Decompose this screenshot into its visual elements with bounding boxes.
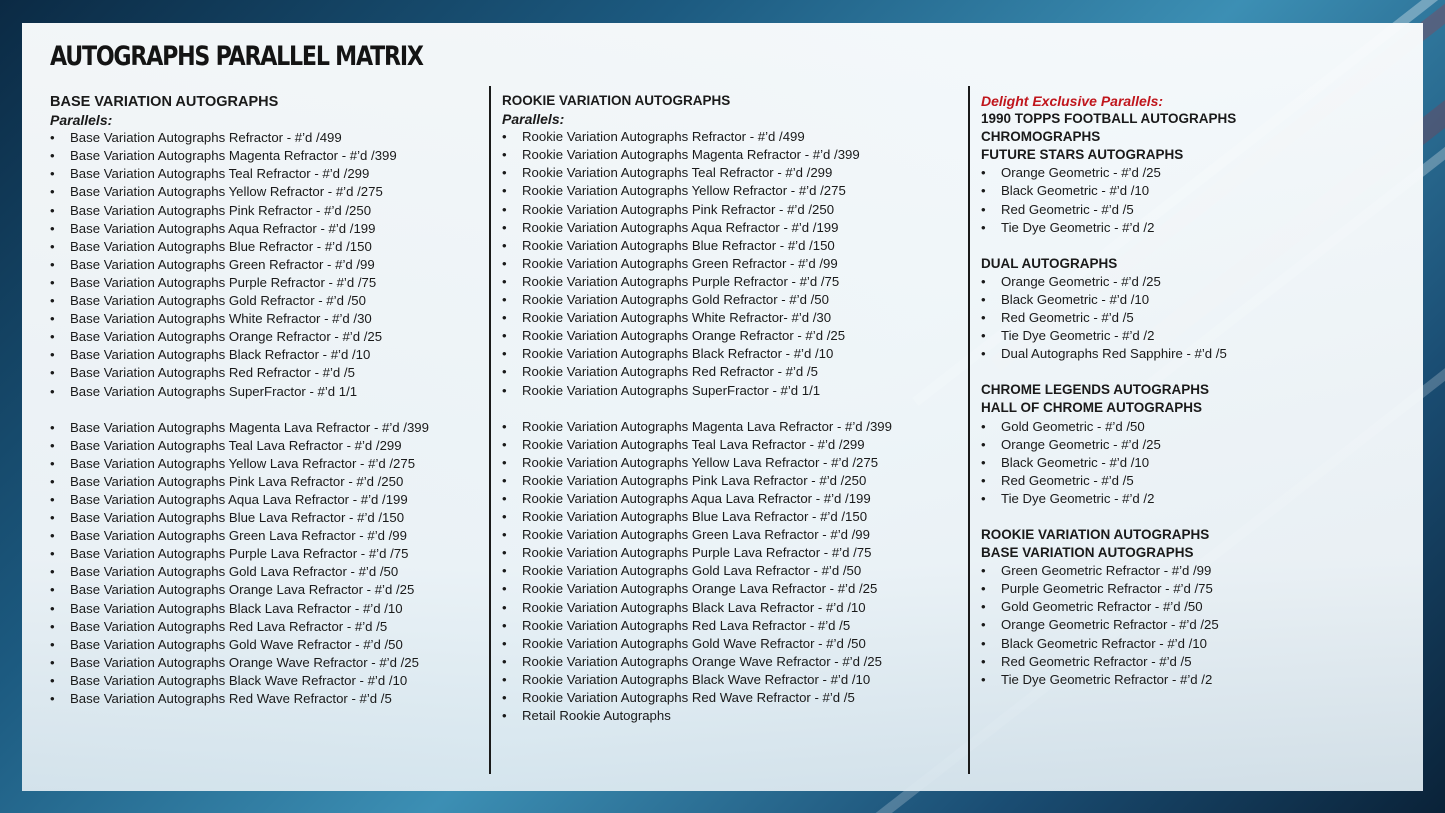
group-heading: CHROMOGRAPHS <box>981 129 1101 145</box>
list-item: • Retail Rookie Autographs <box>502 707 962 725</box>
column-divider <box>489 86 491 774</box>
list-item: • Rookie Variation Autographs Orange Wave Refractor - #’d /25 <box>502 653 962 671</box>
list-item: • Black Geometric - #’d /10 <box>981 454 1401 472</box>
list-item: • Gold Geometric Refractor - #’d /50 <box>981 598 1401 616</box>
list-item: • Black Geometric - #’d /10 <box>981 291 1401 309</box>
list-item: • Rookie Variation Autographs Magenta Refractor - #’d /399 <box>502 146 962 164</box>
exclusive-list <box>981 164 1401 236</box>
column-rookie-variation <box>502 91 962 725</box>
list-item: • Rookie Variation Autographs Black Wave Refractor - #’d /10 <box>502 671 962 689</box>
list-item: • Base Variation Autographs Purple Refractor - #’d /75 <box>50 274 490 292</box>
rookie-variation-list <box>502 128 962 399</box>
list-item: • Base Variation Autographs Red Wave Refractor - #’d /5 <box>50 690 490 708</box>
list-item: • Base Variation Autographs Black Refractor - #’d /10 <box>50 346 490 364</box>
group-heading: CHROME LEGENDS AUTOGRAPHS <box>981 382 1210 398</box>
list-item: • Base Variation Autographs Yellow Refractor - #’d /275 <box>50 183 490 201</box>
list-item: • Base Variation Autographs Purple Lava Refractor - #’d /75 <box>50 545 490 563</box>
list-item: • Base Variation Autographs Red Lava Refractor - #’d /5 <box>50 618 490 636</box>
list-item: • Base Variation Autographs Pink Lava Refractor - #’d /250 <box>50 473 490 491</box>
group-heading: 1990 TOPPS FOOTBALL AUTOGRAPHS <box>981 111 1237 127</box>
list-item: • Base Variation Autographs Green Refractor - #’d /99 <box>50 256 490 274</box>
list-item: • Base Variation Autographs Black Wave Refractor - #’d /10 <box>50 672 490 690</box>
list-item: • Rookie Variation Autographs Black Refractor - #’d /10 <box>502 345 962 363</box>
list-item: • Rookie Variation Autographs Blue Refractor - #’d /150 <box>502 237 962 255</box>
list-item: • Base Variation Autographs Blue Lava Refractor - #’d /150 <box>50 509 490 527</box>
list-item: • Base Variation Autographs Aqua Refractor - #’d /199 <box>50 220 490 238</box>
list-item: • Base Variation Autographs Orange Refractor - #’d /25 <box>50 328 490 346</box>
list-item: • Rookie Variation Autographs Magenta Lava Refractor - #’d /399 <box>502 418 962 436</box>
list-item: • Tie Dye Geometric - #’d /2 <box>981 219 1401 237</box>
list-item: • Rookie Variation Autographs Teal Lava Refractor - #’d /299 <box>502 436 962 454</box>
exclusive-list <box>981 273 1401 363</box>
list-item: • Rookie Variation Autographs Black Lava Refractor - #’d /10 <box>502 599 962 617</box>
list-item: • Base Variation Autographs Gold Wave Refractor - #’d /50 <box>50 636 490 654</box>
list-item: • Base Variation Autographs Gold Lava Refractor - #’d /50 <box>50 563 490 581</box>
list-item: • Tie Dye Geometric - #’d /2 <box>981 490 1401 508</box>
list-item: • Red Geometric Refractor - #’d /5 <box>981 653 1401 671</box>
content-panel <box>22 23 1423 791</box>
list-item: • Rookie Variation Autographs Red Refractor - #’d /5 <box>502 363 962 381</box>
list-item: • Rookie Variation Autographs Refractor - #’d /499 <box>502 128 962 146</box>
group-heading: ROOKIE VARIATION AUTOGRAPHS <box>981 526 1210 542</box>
list-item: • Black Geometric Refractor - #’d /10 <box>981 635 1401 653</box>
list-item: • Green Geometric Refractor - #’d /99 <box>981 562 1401 580</box>
list-item: • Rookie Variation Autographs Green Refractor - #’d /99 <box>502 255 962 273</box>
list-item: • Base Variation Autographs Orange Wave Refractor - #’d /25 <box>50 654 490 672</box>
group-heading: HALL OF CHROME AUTOGRAPHS <box>981 400 1203 416</box>
list-item: • Rookie Variation Autographs Gold Refractor - #’d /50 <box>502 291 962 309</box>
column-delight-exclusive <box>981 91 1401 689</box>
section-heading: ROOKIE VARIATION AUTOGRAPHS <box>502 93 731 108</box>
list-item: • Base Variation Autographs Red Refractor - #’d /5 <box>50 364 490 382</box>
list-item: • Base Variation Autographs Teal Lava Refractor - #’d /299 <box>50 437 490 455</box>
list-item: • Base Variation Autographs Refractor - #’d /499 <box>50 129 490 147</box>
list-item: • Rookie Variation Autographs White Refractor- #’d /30 <box>502 309 962 327</box>
list-item: • Base Variation Autographs White Refractor - #’d /30 <box>50 310 490 328</box>
list-item: • Orange Geometric - #’d /25 <box>981 164 1401 182</box>
list-item: • Rookie Variation Autographs Pink Refractor - #’d /250 <box>502 201 962 219</box>
list-item: • Base Variation Autographs Teal Refractor - #’d /299 <box>50 165 490 183</box>
list-item: • Rookie Variation Autographs Red Lava Refractor - #’d /5 <box>502 617 962 635</box>
list-item: • Tie Dye Geometric - #’d /2 <box>981 327 1401 345</box>
list-item: • Tie Dye Geometric Refractor - #’d /2 <box>981 671 1401 689</box>
list-item: • Rookie Variation Autographs Aqua Refractor - #’d /199 <box>502 219 962 237</box>
list-item: • Rookie Variation Autographs Gold Wave Refractor - #’d /50 <box>502 635 962 653</box>
list-item: • Rookie Variation Autographs Aqua Lava Refractor - #’d /199 <box>502 490 962 508</box>
list-item: • Gold Geometric - #’d /50 <box>981 418 1401 436</box>
parallels-label: Parallels: <box>50 112 113 129</box>
list-item: • Base Variation Autographs Black Lava Refractor - #’d /10 <box>50 600 490 618</box>
list-item: • Rookie Variation Autographs Green Lava Refractor - #’d /99 <box>502 526 962 544</box>
column-base-variation <box>50 91 490 708</box>
list-item: • Rookie Variation Autographs Yellow Lava Refractor - #’d /275 <box>502 454 962 472</box>
list-item: • Dual Autographs Red Sapphire - #’d /5 <box>981 345 1401 363</box>
base-variation-list <box>50 129 490 400</box>
list-item: • Base Variation Autographs Magenta Refractor - #’d /399 <box>50 147 490 165</box>
exclusive-list <box>981 562 1401 689</box>
list-item: • Rookie Variation Autographs Orange Refractor - #’d /25 <box>502 327 962 345</box>
list-item: • Base Variation Autographs SuperFractor - #’d 1/1 <box>50 383 490 401</box>
list-item: • Rookie Variation Autographs Pink Lava Refractor - #’d /250 <box>502 472 962 490</box>
list-item: • Rookie Variation Autographs Purple Lava Refractor - #’d /75 <box>502 544 962 562</box>
group-heading: FUTURE STARS AUTOGRAPHS <box>981 147 1184 163</box>
list-item: • Orange Geometric - #’d /25 <box>981 273 1401 291</box>
base-variation-lava-wave-list <box>50 419 490 709</box>
list-item: • Orange Geometric Refractor - #’d /25 <box>981 616 1401 634</box>
list-item: • Base Variation Autographs Yellow Lava Refractor - #’d /275 <box>50 455 490 473</box>
delight-exclusive-label: Delight Exclusive Parallels: <box>981 93 1164 109</box>
list-item: • Base Variation Autographs Aqua Lava Refractor - #’d /199 <box>50 491 490 509</box>
exclusive-groups <box>981 110 1401 689</box>
list-item: • Orange Geometric - #’d /25 <box>981 436 1401 454</box>
section-heading: BASE VARIATION AUTOGRAPHS <box>50 94 279 110</box>
list-item: • Base Variation Autographs Orange Lava Refractor - #’d /25 <box>50 581 490 599</box>
group-heading: BASE VARIATION AUTOGRAPHS <box>981 545 1194 561</box>
list-item: • Rookie Variation Autographs Blue Lava Refractor - #’d /150 <box>502 508 962 526</box>
list-item: • Base Variation Autographs Green Lava Refractor - #’d /99 <box>50 527 490 545</box>
list-item: • Red Geometric - #’d /5 <box>981 201 1401 219</box>
list-item: • Red Geometric - #’d /5 <box>981 309 1401 327</box>
exclusive-list <box>981 418 1401 508</box>
list-item: • Rookie Variation Autographs Gold Lava Refractor - #’d /50 <box>502 562 962 580</box>
list-item: • Base Variation Autographs Gold Refractor - #’d /50 <box>50 292 490 310</box>
page-title: AUTOGRAPHS PARALLEL MATRIX <box>50 41 423 72</box>
list-item: • Base Variation Autographs Pink Refractor - #’d /250 <box>50 202 490 220</box>
list-item: • Rookie Variation Autographs SuperFractor - #’d 1/1 <box>502 382 962 400</box>
group-heading: DUAL AUTOGRAPHS <box>981 255 1118 271</box>
list-item: • Base Variation Autographs Blue Refractor - #’d /150 <box>50 238 490 256</box>
list-item: • Rookie Variation Autographs Purple Refractor - #’d /75 <box>502 273 962 291</box>
list-item: • Base Variation Autographs Magenta Lava Refractor - #’d /399 <box>50 419 490 437</box>
parallels-label: Parallels: <box>502 111 565 128</box>
list-item: • Rookie Variation Autographs Teal Refractor - #’d /299 <box>502 164 962 182</box>
list-item: • Red Geometric - #’d /5 <box>981 472 1401 490</box>
list-item: • Rookie Variation Autographs Yellow Refractor - #’d /275 <box>502 182 962 200</box>
list-item: • Purple Geometric Refractor - #’d /75 <box>981 580 1401 598</box>
rookie-variation-lava-wave-list <box>502 418 962 726</box>
list-item: • Rookie Variation Autographs Red Wave Refractor - #’d /5 <box>502 689 962 707</box>
list-item: • Black Geometric - #’d /10 <box>981 182 1401 200</box>
list-item: • Rookie Variation Autographs Orange Lava Refractor - #’d /25 <box>502 580 962 598</box>
column-divider <box>968 86 970 774</box>
